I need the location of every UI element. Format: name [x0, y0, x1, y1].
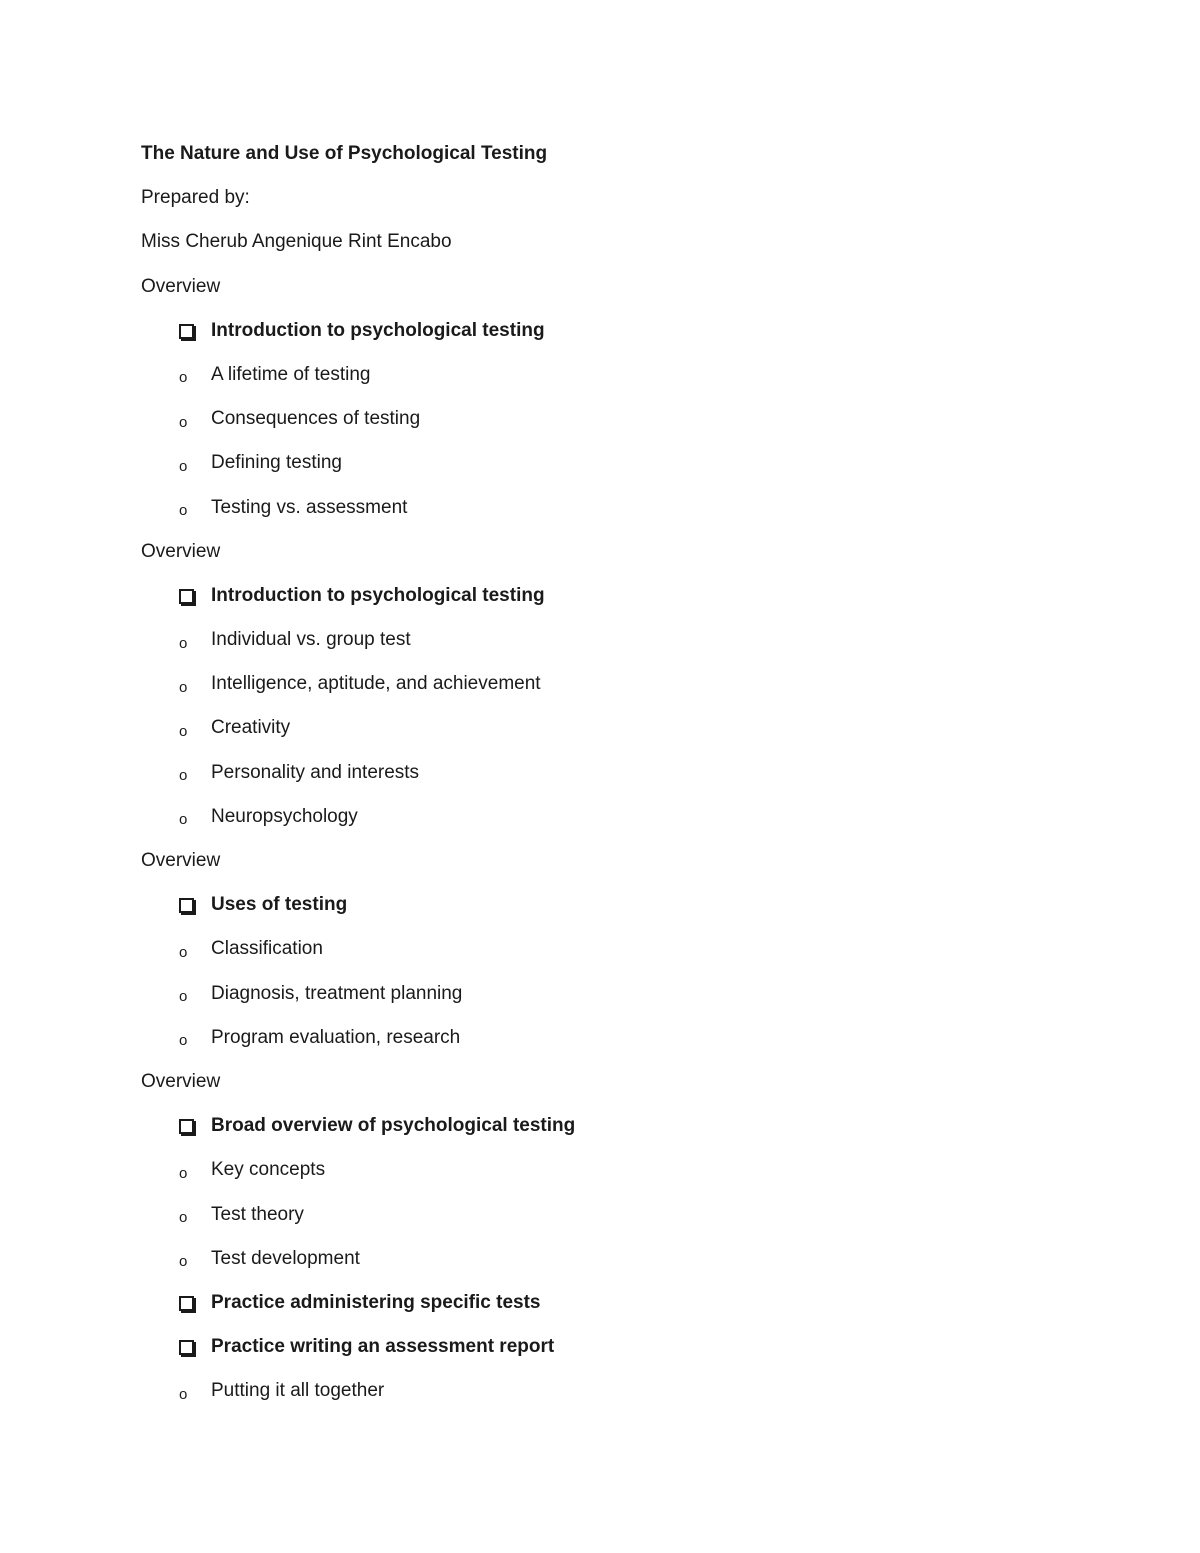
circle-bullet-icon: o — [179, 457, 188, 475]
outline-sub-item — [141, 1201, 1101, 1245]
outline-item-text: Introduction to psychological testing — [211, 584, 545, 606]
prepared-by-label: Prepared by: — [141, 187, 250, 209]
circle-bullet-icon: o — [179, 413, 188, 431]
circle-bullet-icon: o — [179, 1385, 188, 1403]
section-label-overview: Overview — [141, 540, 221, 562]
outline-sub-item — [141, 714, 1101, 758]
outline-heading-item — [141, 1289, 1101, 1333]
circle-bullet-icon: o — [179, 988, 188, 1006]
outline-item-text: Practice administering specific tests — [211, 1291, 541, 1313]
outline-sub-item — [141, 449, 1101, 493]
outline-sections — [141, 273, 1101, 1422]
outline-heading-item — [141, 317, 1101, 361]
outline-item-text: Intelligence, aptitude, and achievement — [211, 673, 541, 695]
outline-item-text: Test development — [211, 1247, 360, 1269]
document-body — [141, 140, 1101, 1421]
outline-sub-item — [141, 361, 1101, 405]
outline-item-text: Consequences of testing — [211, 408, 421, 430]
checkbox-bullet-icon — [178, 891, 211, 919]
circle-bullet-icon: o — [179, 722, 188, 740]
outline-sub-item — [141, 494, 1101, 538]
section-label-overview: Overview — [141, 850, 221, 871]
outline-item-text: Introduction to psychological testing — [211, 319, 545, 341]
outline-heading-item — [141, 582, 1101, 626]
checkbox-bullet-icon — [178, 1333, 211, 1361]
outline-sub-item — [141, 1377, 1101, 1421]
outline-item-text: Broad overview of psychological testing — [211, 1115, 576, 1137]
circle-bullet-icon: o — [179, 1253, 188, 1271]
outline-heading-item — [141, 1333, 1101, 1377]
section-label-overview: Overview — [141, 275, 221, 297]
outline-item-text: Putting it all together — [211, 1380, 385, 1402]
checkbox-bullet-icon — [178, 582, 211, 610]
outline-item-text: Program evaluation, research — [211, 1026, 461, 1048]
outline-sub-item — [141, 405, 1101, 449]
outline-item-text: Key concepts — [211, 1159, 326, 1181]
outline-sub-item — [141, 935, 1101, 979]
outline-sub-item — [141, 670, 1101, 714]
outline-item-text: Uses of testing — [211, 894, 348, 916]
document-title: The Nature and Use of Psychological Testing — [141, 143, 548, 164]
circle-bullet-icon: o — [179, 678, 188, 696]
circle-bullet-icon: o — [179, 502, 188, 519]
outline-item-text: Defining testing — [211, 452, 342, 474]
circle-bullet-icon: o — [179, 369, 188, 387]
circle-bullet-icon: o — [179, 767, 188, 785]
checkbox-bullet-icon — [178, 1289, 211, 1317]
outline-sub-item — [141, 1156, 1101, 1200]
section-label-overview: Overview — [141, 1070, 221, 1092]
circle-bullet-icon: o — [179, 1209, 188, 1226]
circle-bullet-icon: o — [179, 811, 188, 829]
outline-sub-item — [141, 626, 1101, 670]
outline-heading-item — [141, 891, 1101, 935]
circle-bullet-icon: o — [179, 634, 188, 652]
outline-item-text: Diagnosis, treatment planning — [211, 982, 463, 1004]
outline-item-text: Test theory — [211, 1203, 304, 1225]
outline-heading-item — [141, 1112, 1101, 1156]
checkbox-bullet-icon — [178, 1112, 211, 1140]
outline-item-text: Neuropsychology — [211, 805, 358, 827]
outline-sub-item — [141, 980, 1101, 1024]
outline-item-text: Testing vs. assessment — [211, 496, 408, 518]
outline-item-text: Practice writing an assessment report — [211, 1336, 555, 1358]
checkbox-bullet-icon — [178, 317, 211, 345]
outline-sub-item — [141, 1024, 1101, 1068]
outline-sub-item — [141, 1245, 1101, 1289]
outline-item-text: A lifetime of testing — [211, 363, 371, 385]
circle-bullet-icon: o — [179, 1032, 188, 1050]
outline-item-text: Classification — [211, 938, 323, 960]
circle-bullet-icon: o — [179, 1164, 188, 1182]
outline-item-text: Personality and interests — [211, 761, 420, 783]
outline-sub-item — [141, 759, 1101, 803]
outline-item-text: Individual vs. group test — [211, 629, 411, 651]
outline-sub-item — [141, 803, 1101, 847]
outline-item-text: Creativity — [211, 717, 291, 739]
circle-bullet-icon: o — [179, 943, 188, 961]
author-name: Miss Cherub Angenique Rint Encabo — [141, 231, 452, 253]
